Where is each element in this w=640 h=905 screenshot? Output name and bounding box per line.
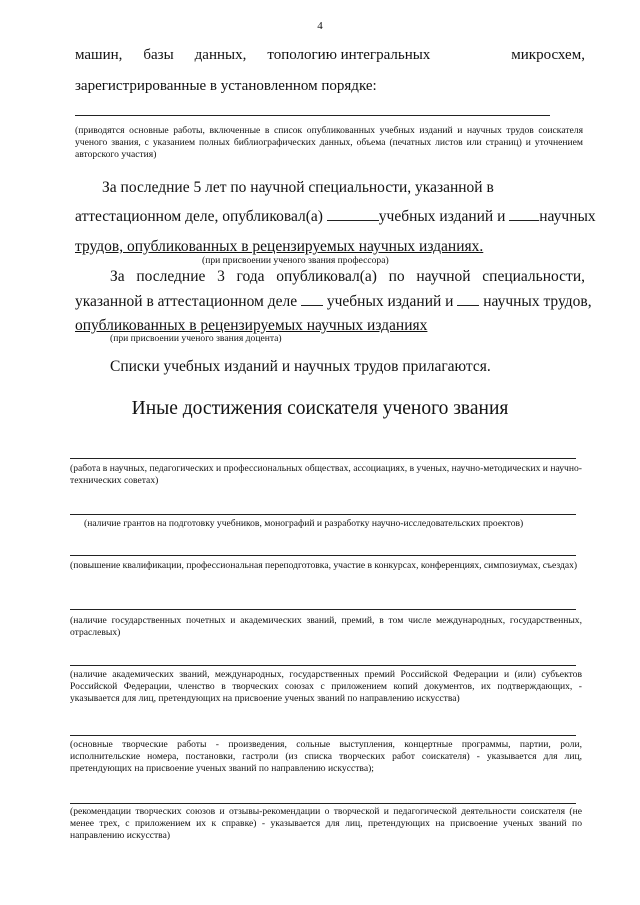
state-titles-note: (наличие государственных почетных и академических званий, премий, в том числе международных, государственных, отраслевых) xyxy=(70,615,582,638)
docent-line-3: опубликованных в рецензируемых научных изданиях xyxy=(75,317,428,334)
academic-titles-note: (наличие академических званий, международных, государственных премий Российской Федерации и (или) субъектов Российской Федерации, членство в творческих союзах с приложением копий документов, их подтверждающих, - указывается для лиц, претендующих на присвоение ученых званий по направлению искусства) xyxy=(70,669,582,704)
docent-textbooks-count-blank[interactable] xyxy=(301,304,323,306)
state-titles-rule[interactable] xyxy=(70,609,576,610)
docent-line-2-b: учебных изданий и xyxy=(326,293,454,310)
recommendations-rule[interactable] xyxy=(70,803,576,804)
prof-line-3: трудов, опубликованных в рецензируемых научных изданиях. xyxy=(75,238,484,255)
prof-papers-count-blank[interactable] xyxy=(509,219,539,221)
intro-word: данных, xyxy=(194,47,247,63)
intro-word: микросхем, xyxy=(511,47,585,63)
societies-note: (работа в научных, педагогических и профессиональных обществах, ассоциациях, в ученых, научно-методических и научно-технических советах) xyxy=(70,463,582,486)
intro-word: топологию интегральных xyxy=(267,47,431,63)
qualification-note: (повышение квалификации, профессиональная переподготовка, участие в конкурсах, конференциях, симпозиумах, съездах) xyxy=(70,560,578,571)
societies-rule[interactable] xyxy=(70,458,576,459)
intro-word: базы xyxy=(143,47,174,63)
prof-line-2-c: научных xyxy=(539,208,596,225)
main-works-rule xyxy=(75,115,550,116)
docent-papers-count-blank[interactable] xyxy=(457,304,479,306)
section-heading: Иные достижения соискателя ученого звания xyxy=(131,398,509,419)
intro-line-2: зарегистрированные в установленном порядке: xyxy=(75,78,377,94)
creative-works-rule[interactable] xyxy=(70,735,576,736)
page-number: 4 xyxy=(317,20,323,32)
main-works-note: (приводятся основные работы, включенные в список опубликованных учебных изданий и научных трудов соискателя ученого звания, с указанием полных библиографических данных, объема (печатных листов или страниц) и уточнением авторского участия) xyxy=(75,125,583,160)
prof-line-2 xyxy=(75,208,596,226)
prof-line-2-a: аттестационном деле, опубликовал(а) xyxy=(75,208,323,225)
recommendations-note: (рекомендации творческих союзов и отзывы-рекомендации о творческой и педагогической деятельности соискателя (не менее трех, с приложением их к справке) - указывается для лиц, претендующих на присвоение ученых званий по направлению искусства) xyxy=(70,806,582,841)
grants-rule[interactable] xyxy=(70,514,576,515)
docent-note: (при присвоении ученого звания доцента) xyxy=(110,333,282,344)
qualification-rule[interactable] xyxy=(70,555,576,556)
prof-line-1: За последние 5 лет по научной специальности, указанной в xyxy=(102,179,494,196)
academic-titles-rule[interactable] xyxy=(70,665,576,666)
docent-line-2-a: указанной в аттестационном деле xyxy=(75,293,298,310)
docent-line-1: За последние 3 года опубликовал(а) по научной специальности, xyxy=(110,268,585,285)
grants-note: (наличие грантов на подготовку учебников, монографий и разработку научно-исследовательских проектов) xyxy=(84,518,524,529)
prof-note: (при присвоении ученого звания профессора) xyxy=(202,255,389,266)
prof-line-2-b: учебных изданий и xyxy=(378,208,506,225)
docent-line-2 xyxy=(75,293,592,311)
docent-line-2-c: научных трудов, xyxy=(483,293,592,310)
intro-line-1 xyxy=(75,46,585,64)
intro-word: машин, xyxy=(75,47,123,63)
creative-works-note: (основные творческие работы - произведения, сольные выступления, концертные программы, партии, роли, исполнительские номера, постановки, гастроли (из списка творческих работ соискателя) - указывается для лиц, претендующих на присвоение ученых званий по направлению искусства); xyxy=(70,739,582,774)
lists-attached: Списки учебных изданий и научных трудов прилагаются. xyxy=(110,358,491,375)
prof-textbooks-count-blank[interactable] xyxy=(327,219,379,221)
